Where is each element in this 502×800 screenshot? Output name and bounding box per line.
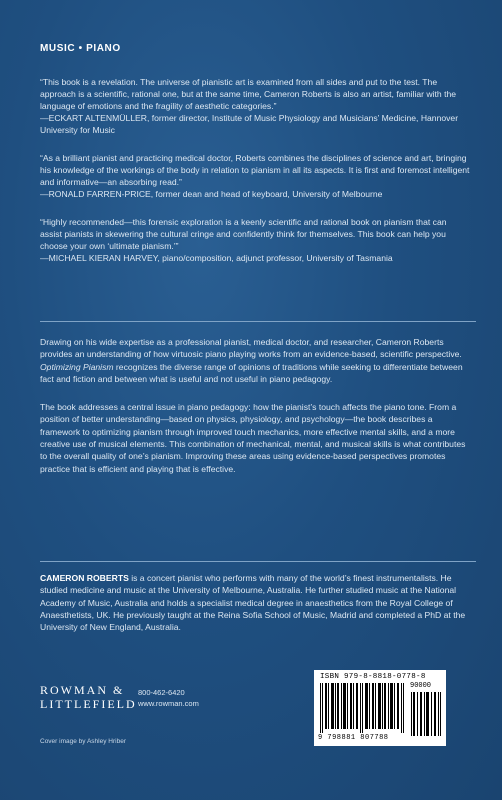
quote-text: “Highly recommended—this forensic exploration is a keenly scientific and rational book on pianism that can assist pianists in skewering the cultural cringe and confidently think for themselves. This book can help you choose your own ‘ultimate pianism.’” xyxy=(40,217,447,251)
cover-credit: Cover image by Ashley Hriber xyxy=(40,738,126,745)
publisher-name-line2: LITTLEFIELD xyxy=(40,697,137,711)
endorsement-quote xyxy=(40,76,470,136)
description-paragraph: The book addresses a central issue in piano pedagogy: how the pianist’s touch affects the piano tone. From a position of better understanding—based on physics, physiology, and psychology—the book describes a framework to optimizing pianism through improved touch mechanics, more effective mental skills, and a more creative use of musical elements. This combination of mechanical, mental, and musical skills is what contributes to the overall quality of one’s pianism. Improving these areas using evidence-based perspectives promotes practice that is efficient and playing that is effective. xyxy=(40,402,466,474)
isbn-barcode xyxy=(314,670,446,746)
bio-text: is a concert pianist who performs with many of the world’s finest instrumentalists. He studied medicine and music at the University of Melbourne, Australia. He further studied music at the National Academy of Music, Australia and holds a specialist medical degree in anaesthetics from the Royal College of Anaesthetists, UK. He previously taught at the Reina Sofia School of Music, Madrid and completed a PhD at the University of New England, Australia. xyxy=(40,573,466,633)
publisher-contact xyxy=(138,687,199,709)
endorsements xyxy=(40,76,470,280)
section-divider xyxy=(40,561,476,562)
publisher-phone: 800-462-6420 xyxy=(138,688,185,697)
description-text: Drawing on his wide expertise as a professional pianist, medical doctor, and researcher, Cameron Roberts provides an understanding of how virtuosic piano playing works from an evidence-based, scientific perspective. xyxy=(40,337,462,360)
quote-attribution: —ECKART ALTENMÜLLER, former director, Institute of Music Physiology and Musicians’ Medicine, Hannover University for Music xyxy=(40,113,459,135)
barcode-bars xyxy=(320,683,404,733)
endorsement-quote xyxy=(40,216,470,264)
barcode-addon-number: 90000 xyxy=(410,682,432,690)
barcode-digits: 9 798881 807788 xyxy=(318,734,389,742)
section-divider xyxy=(40,321,476,322)
quote-attribution: —MICHAEL KIERAN HARVEY, piano/composition, adjunct professor, University of Tasmania xyxy=(40,253,393,263)
publisher-website: www.rowman.com xyxy=(138,699,199,708)
book-category: MUSIC • PIANO xyxy=(40,43,121,54)
book-title: Optimizing Pianism xyxy=(40,361,114,372)
endorsement-quote xyxy=(40,152,470,200)
publisher-logo xyxy=(40,683,137,711)
description-text: recognizes the diverse range of opinions of traditions while seeking to differentiate between fact and fiction and between what is useful and not useful in piano pedagogy. xyxy=(40,361,463,384)
author-bio xyxy=(40,572,470,633)
book-description xyxy=(40,336,470,491)
isbn-number: ISBN 979-8-8818-0778-8 xyxy=(320,673,426,681)
quote-attribution: —RONALD FARREN-PRICE, former dean and head of keyboard, University of Melbourne xyxy=(40,189,383,199)
author-name: CAMERON ROBERTS xyxy=(40,573,129,583)
description-paragraph xyxy=(40,336,470,385)
publisher-name-line1: ROWMAN & xyxy=(40,683,125,697)
barcode-addon-bars xyxy=(411,692,441,736)
quote-text: “This book is a revelation. The universe of pianistic art is examined from all sides and put to the test. The approach is a scientific, rational one, but at the same time, Cameron Roberts is also an artist, familiar with the language of emotions and the fragility of aesthetic categories.” xyxy=(40,77,457,111)
quote-text: “As a brilliant pianist and practicing medical doctor, Roberts combines the disciplines of science and art, bringing his knowledge of the workings of the body in relation to pianism in all its aspects. It is first and foremost intelligent and informative—an absorbing read.” xyxy=(40,153,470,187)
